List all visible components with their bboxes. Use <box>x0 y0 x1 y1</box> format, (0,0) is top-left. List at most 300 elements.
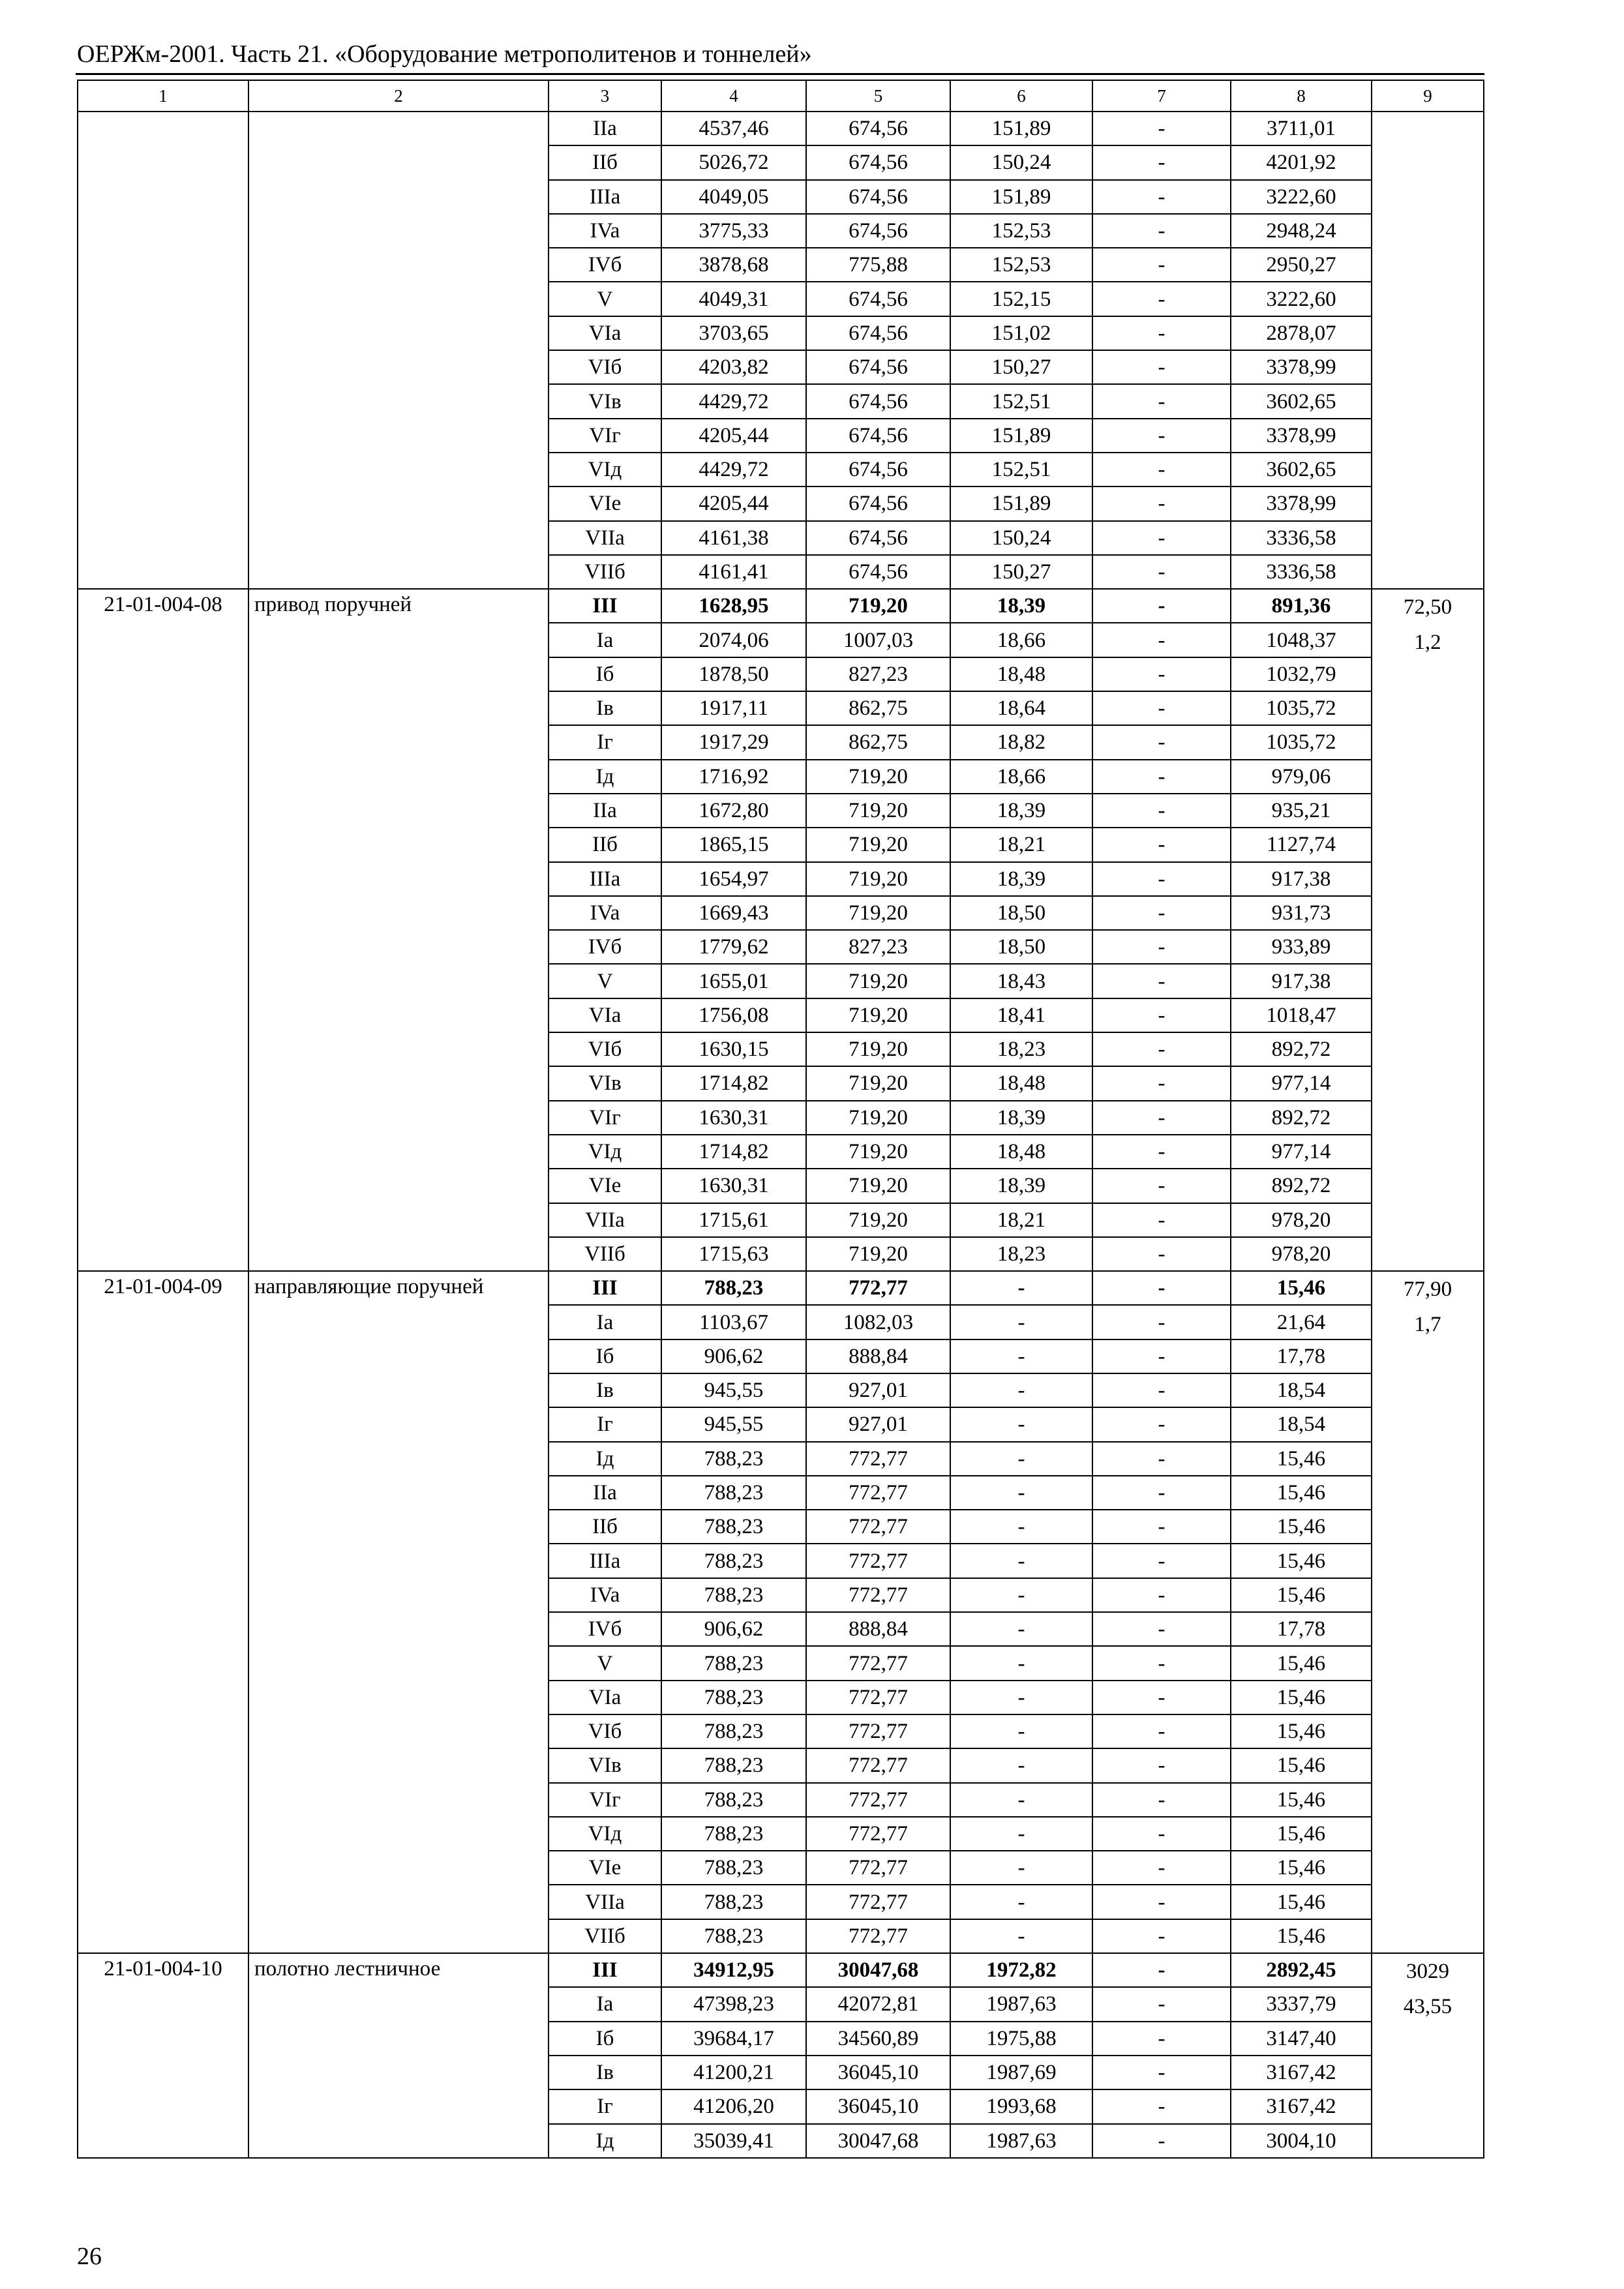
value-cell-col7: - <box>1092 1578 1231 1612</box>
value-cell-col7: - <box>1092 2056 1231 2089</box>
value-cell-col6: 18,66 <box>950 623 1092 657</box>
value-cell-col6: - <box>950 1373 1092 1407</box>
value-cell-col6: 18,39 <box>950 862 1092 896</box>
value-cell-col5: 772,77 <box>806 1851 950 1885</box>
zone-cell: Iв <box>549 691 661 725</box>
value-cell-col4: 906,62 <box>661 1339 806 1373</box>
value-cell-col4: 1655,01 <box>661 964 806 998</box>
value-cell-col8: 917,38 <box>1231 862 1372 896</box>
value-cell-col8: 892,72 <box>1231 1169 1372 1203</box>
value-cell-col8: 3167,42 <box>1231 2056 1372 2089</box>
value-cell-col6: 151,89 <box>950 419 1092 453</box>
table-row <box>78 589 1484 623</box>
column-number-header: 2 <box>248 80 549 112</box>
value-cell-col5: 772,77 <box>806 1885 950 1919</box>
value-cell-col5: 888,84 <box>806 1612 950 1646</box>
value-cell-col8: 978,20 <box>1231 1237 1372 1271</box>
value-cell-col8: 15,46 <box>1231 1544 1372 1578</box>
rate-name <box>248 112 549 589</box>
value-cell-col8: 3336,58 <box>1231 555 1372 589</box>
value-cell-col4: 1669,43 <box>661 896 806 930</box>
value-cell-col4: 35039,41 <box>661 2124 806 2158</box>
value-cell-col5: 36045,10 <box>806 2056 950 2089</box>
value-cell-col5: 719,20 <box>806 896 950 930</box>
zone-cell: IVa <box>549 896 661 930</box>
value-cell-col6: 150,27 <box>950 555 1092 589</box>
value-cell-col7: - <box>1092 691 1231 725</box>
value-cell-col4: 2074,06 <box>661 623 806 657</box>
table-row <box>78 112 1484 145</box>
value-cell-col7: - <box>1092 384 1231 418</box>
zone-cell: Ia <box>549 1305 661 1339</box>
value-cell-col6: 150,27 <box>950 350 1092 384</box>
value-cell-col8: 3222,60 <box>1231 180 1372 214</box>
header-rule <box>76 73 1484 75</box>
value-cell-col7: - <box>1092 1748 1231 1782</box>
value-cell-col8: 3378,99 <box>1231 486 1372 520</box>
value-cell-col5: 719,20 <box>806 1203 950 1237</box>
value-cell-col5: 674,56 <box>806 112 950 145</box>
zone-cell: VIIa <box>549 1203 661 1237</box>
value-cell-col6: 18,41 <box>950 998 1092 1032</box>
zone-cell: IVб <box>549 1612 661 1646</box>
value-cell-col7: - <box>1092 998 1231 1032</box>
value-cell-col4: 945,55 <box>661 1407 806 1441</box>
value-cell-col4: 788,23 <box>661 1578 806 1612</box>
zone-cell: V <box>549 282 661 316</box>
value-cell-col5: 719,20 <box>806 1032 950 1066</box>
value-cell-col7: - <box>1092 145 1231 179</box>
value-cell-col7: - <box>1092 282 1231 316</box>
value-cell-col5: 888,84 <box>806 1339 950 1373</box>
value-cell-col7: - <box>1092 1714 1231 1748</box>
value-cell-col8: 892,72 <box>1231 1032 1372 1066</box>
value-cell-col6: 1987,63 <box>950 2124 1092 2158</box>
rate-code: 21-01-004-10 <box>78 1953 248 2158</box>
value-cell-col6: 1987,63 <box>950 1987 1092 2021</box>
value-cell-col7: - <box>1092 453 1231 486</box>
value-cell-col8: 892,72 <box>1231 1101 1372 1135</box>
zone-cell: V <box>549 1646 661 1680</box>
value-cell-col8: 977,14 <box>1231 1135 1372 1169</box>
value-cell-col5: 674,56 <box>806 180 950 214</box>
zone-cell: IIa <box>549 794 661 828</box>
col9-value: 1,2 <box>1414 631 1441 655</box>
zone-cell: IVa <box>549 1578 661 1612</box>
zone-cell: VIe <box>549 1169 661 1203</box>
value-cell-col8: 3167,42 <box>1231 2089 1372 2123</box>
value-cell-col8: 15,46 <box>1231 1851 1372 1885</box>
zone-cell: Ia <box>549 623 661 657</box>
value-cell-col7: - <box>1092 1817 1231 1851</box>
zone-cell: IIIa <box>549 862 661 896</box>
value-cell-col6: 150,24 <box>950 145 1092 179</box>
value-cell-col6: - <box>950 1919 1092 1953</box>
value-cell-col5: 674,56 <box>806 145 950 179</box>
zone-cell: VIв <box>549 384 661 418</box>
value-cell-col7: - <box>1092 1169 1231 1203</box>
value-cell-col4: 1654,97 <box>661 862 806 896</box>
table-body <box>78 112 1484 2158</box>
value-cell-col5: 1007,03 <box>806 623 950 657</box>
zone-cell: IVб <box>549 930 661 964</box>
value-cell-col7: - <box>1092 1783 1231 1817</box>
rate-name: направляющие поручней <box>248 1271 549 1953</box>
zone-cell: Iд <box>549 760 661 794</box>
value-cell-col6: 18,50 <box>950 930 1092 964</box>
value-cell-col6: 18,64 <box>950 691 1092 725</box>
value-cell-col4: 788,23 <box>661 1271 806 1305</box>
value-cell-col4: 1714,82 <box>661 1135 806 1169</box>
zone-cell: Ia <box>549 1987 661 2021</box>
value-cell-col7: - <box>1092 1135 1231 1169</box>
value-cell-col4: 4049,05 <box>661 180 806 214</box>
value-cell-col8: 1127,74 <box>1231 828 1372 861</box>
value-cell-col7: - <box>1092 2124 1231 2158</box>
value-cell-col6: 152,53 <box>950 214 1092 248</box>
value-cell-col8: 15,46 <box>1231 1817 1372 1851</box>
value-cell-col6: - <box>950 1817 1092 1851</box>
zone-cell: III <box>549 1953 661 1987</box>
value-cell-col5: 719,20 <box>806 964 950 998</box>
value-cell-col5: 719,20 <box>806 862 950 896</box>
value-cell-col4: 788,23 <box>661 1783 806 1817</box>
value-cell-col6: 18,48 <box>950 657 1092 691</box>
value-cell-col6: - <box>950 1885 1092 1919</box>
value-cell-col7: - <box>1092 1476 1231 1510</box>
zone-cell: IIa <box>549 112 661 145</box>
value-cell-col5: 42072,81 <box>806 1987 950 2021</box>
value-cell-col4: 4161,38 <box>661 521 806 555</box>
value-cell-col7: - <box>1092 1237 1231 1271</box>
zone-cell: VIд <box>549 1135 661 1169</box>
table-header <box>78 80 1484 112</box>
zone-cell: VIг <box>549 1101 661 1135</box>
value-cell-col5: 772,77 <box>806 1476 950 1510</box>
value-cell-col7: - <box>1092 896 1231 930</box>
value-cell-col8: 978,20 <box>1231 1203 1372 1237</box>
value-cell-col6: - <box>950 1681 1092 1714</box>
value-cell-col4: 4049,31 <box>661 282 806 316</box>
zone-cell: VIд <box>549 453 661 486</box>
zone-cell: IIб <box>549 145 661 179</box>
value-cell-col7: - <box>1092 180 1231 214</box>
zone-cell: VIIб <box>549 1237 661 1271</box>
value-cell-col4: 1917,11 <box>661 691 806 725</box>
value-cell-col7: - <box>1092 1851 1231 1885</box>
value-cell-col4: 788,23 <box>661 1646 806 1680</box>
value-cell-col7: - <box>1092 1681 1231 1714</box>
value-cell-col8: 3004,10 <box>1231 2124 1372 2158</box>
value-cell-col7: - <box>1092 964 1231 998</box>
rate-name: привод поручней <box>248 589 549 1271</box>
value-cell-col6: - <box>950 1442 1092 1476</box>
value-cell-col8: 3378,99 <box>1231 350 1372 384</box>
value-cell-col6: 151,89 <box>950 112 1092 145</box>
value-cell-col8: 4201,92 <box>1231 145 1372 179</box>
value-cell-col8: 3602,65 <box>1231 384 1372 418</box>
value-cell-col7: - <box>1092 862 1231 896</box>
value-cell-col8: 2950,27 <box>1231 248 1372 282</box>
value-cell-col7: - <box>1092 2022 1231 2056</box>
value-cell-col8: 3337,79 <box>1231 1987 1372 2021</box>
value-cell-col5: 772,77 <box>806 1510 950 1544</box>
zone-cell: VIa <box>549 1681 661 1714</box>
value-cell-col6: 151,89 <box>950 180 1092 214</box>
value-cell-col6: 18,21 <box>950 828 1092 861</box>
col9-values <box>1372 1271 1484 1953</box>
value-cell-col5: 772,77 <box>806 1681 950 1714</box>
value-cell-col5: 674,56 <box>806 486 950 520</box>
value-cell-col5: 30047,68 <box>806 1953 950 1987</box>
column-number-header: 5 <box>806 80 950 112</box>
value-cell-col5: 674,56 <box>806 384 950 418</box>
value-cell-col7: - <box>1092 350 1231 384</box>
value-cell-col7: - <box>1092 2089 1231 2123</box>
value-cell-col7: - <box>1092 930 1231 964</box>
zone-cell: IVб <box>549 248 661 282</box>
zone-cell: Iб <box>549 1339 661 1373</box>
value-cell-col7: - <box>1092 1101 1231 1135</box>
value-cell-col7: - <box>1092 555 1231 589</box>
value-cell-col4: 39684,17 <box>661 2022 806 2056</box>
value-cell-col4: 1756,08 <box>661 998 806 1032</box>
value-cell-col5: 719,20 <box>806 760 950 794</box>
value-cell-col8: 1018,47 <box>1231 998 1372 1032</box>
zone-cell: VIa <box>549 998 661 1032</box>
value-cell-col8: 1048,37 <box>1231 623 1372 657</box>
value-cell-col7: - <box>1092 657 1231 691</box>
value-cell-col8: 1032,79 <box>1231 657 1372 691</box>
value-cell-col8: 15,46 <box>1231 1646 1372 1680</box>
value-cell-col6: 18,39 <box>950 1169 1092 1203</box>
value-cell-col4: 1878,50 <box>661 657 806 691</box>
value-cell-col7: - <box>1092 486 1231 520</box>
value-cell-col4: 4205,44 <box>661 419 806 453</box>
value-cell-col7: - <box>1092 112 1231 145</box>
value-cell-col5: 862,75 <box>806 725 950 759</box>
col9-value: 43,55 <box>1403 1995 1452 2019</box>
value-cell-col4: 788,23 <box>661 1748 806 1782</box>
value-cell-col7: - <box>1092 1919 1231 1953</box>
zone-cell: VIг <box>549 1783 661 1817</box>
value-cell-col5: 674,56 <box>806 214 950 248</box>
value-cell-col6: - <box>950 1271 1092 1305</box>
value-cell-col6: 18,43 <box>950 964 1092 998</box>
zone-cell: VIIб <box>549 555 661 589</box>
value-cell-col4: 4429,72 <box>661 384 806 418</box>
value-cell-col5: 772,77 <box>806 1783 950 1817</box>
value-cell-col7: - <box>1092 419 1231 453</box>
zone-cell: Iв <box>549 2056 661 2089</box>
value-cell-col4: 788,23 <box>661 1714 806 1748</box>
zone-cell: VIe <box>549 1851 661 1885</box>
value-cell-col5: 719,20 <box>806 1237 950 1271</box>
value-cell-col7: - <box>1092 1442 1231 1476</box>
value-cell-col4: 41206,20 <box>661 2089 806 2123</box>
value-cell-col7: - <box>1092 521 1231 555</box>
value-cell-col4: 3703,65 <box>661 316 806 350</box>
zone-cell: IIIa <box>549 180 661 214</box>
value-cell-col4: 41200,21 <box>661 2056 806 2089</box>
value-cell-col4: 1630,15 <box>661 1032 806 1066</box>
zone-cell: VIб <box>549 1032 661 1066</box>
value-cell-col8: 1035,72 <box>1231 725 1372 759</box>
value-cell-col7: - <box>1092 1203 1231 1237</box>
column-number-header: 7 <box>1092 80 1231 112</box>
value-cell-col6: - <box>950 1476 1092 1510</box>
value-cell-col6: - <box>950 1339 1092 1373</box>
value-cell-col5: 674,56 <box>806 555 950 589</box>
value-cell-col4: 788,23 <box>661 1681 806 1714</box>
value-cell-col6: - <box>950 1646 1092 1680</box>
zone-cell: VIб <box>549 1714 661 1748</box>
value-cell-col5: 674,56 <box>806 282 950 316</box>
rates-table <box>77 80 1484 2159</box>
value-cell-col8: 3602,65 <box>1231 453 1372 486</box>
value-cell-col5: 772,77 <box>806 1748 950 1782</box>
zone-cell: Iд <box>549 2124 661 2158</box>
zone-cell: VIIб <box>549 1919 661 1953</box>
value-cell-col8: 15,46 <box>1231 1714 1372 1748</box>
column-number-header: 6 <box>950 80 1092 112</box>
value-cell-col5: 772,77 <box>806 1271 950 1305</box>
value-cell-col6: - <box>950 1578 1092 1612</box>
zone-cell: VIIa <box>549 1885 661 1919</box>
value-cell-col8: 3147,40 <box>1231 2022 1372 2056</box>
value-cell-col5: 772,77 <box>806 1714 950 1748</box>
value-cell-col7: - <box>1092 589 1231 623</box>
value-cell-col8: 15,46 <box>1231 1442 1372 1476</box>
column-number-header: 4 <box>661 80 806 112</box>
col9-value: 1,7 <box>1414 1313 1441 1337</box>
value-cell-col6: 18,39 <box>950 589 1092 623</box>
column-number-header: 9 <box>1372 80 1484 112</box>
value-cell-col8: 3711,01 <box>1231 112 1372 145</box>
value-cell-col8: 15,46 <box>1231 1578 1372 1612</box>
value-cell-col8: 2892,45 <box>1231 1953 1372 1987</box>
zone-cell: VIв <box>549 1748 661 1782</box>
value-cell-col8: 935,21 <box>1231 794 1372 828</box>
value-cell-col5: 719,20 <box>806 1101 950 1135</box>
value-cell-col8: 979,06 <box>1231 760 1372 794</box>
value-cell-col5: 674,56 <box>806 453 950 486</box>
zone-cell: IIIa <box>549 1544 661 1578</box>
value-cell-col7: - <box>1092 794 1231 828</box>
value-cell-col7: - <box>1092 1612 1231 1646</box>
value-cell-col6: 1993,68 <box>950 2089 1092 2123</box>
zone-cell: Iг <box>549 1407 661 1441</box>
value-cell-col8: 18,54 <box>1231 1407 1372 1441</box>
value-cell-col4: 1716,92 <box>661 760 806 794</box>
value-cell-col5: 719,20 <box>806 998 950 1032</box>
value-cell-col5: 719,20 <box>806 794 950 828</box>
value-cell-col4: 788,23 <box>661 1544 806 1578</box>
value-cell-col4: 1103,67 <box>661 1305 806 1339</box>
value-cell-col8: 21,64 <box>1231 1305 1372 1339</box>
value-cell-col6: 152,51 <box>950 384 1092 418</box>
col9-value: 72,50 <box>1403 595 1452 620</box>
value-cell-col4: 788,23 <box>661 1476 806 1510</box>
value-cell-col5: 1082,03 <box>806 1305 950 1339</box>
value-cell-col7: - <box>1092 1646 1231 1680</box>
value-cell-col7: - <box>1092 1339 1231 1373</box>
value-cell-col5: 719,20 <box>806 1066 950 1100</box>
value-cell-col4: 1628,95 <box>661 589 806 623</box>
zone-cell: VIIa <box>549 521 661 555</box>
value-cell-col4: 3775,33 <box>661 214 806 248</box>
value-cell-col4: 945,55 <box>661 1373 806 1407</box>
zone-cell: III <box>549 589 661 623</box>
value-cell-col6: 151,89 <box>950 486 1092 520</box>
col9-values <box>1372 112 1484 589</box>
value-cell-col4: 1865,15 <box>661 828 806 861</box>
zone-cell: IIб <box>549 828 661 861</box>
col9-values <box>1372 589 1484 1271</box>
table-row <box>78 1953 1484 1987</box>
value-cell-col8: 17,78 <box>1231 1339 1372 1373</box>
value-cell-col6: - <box>950 1714 1092 1748</box>
value-cell-col4: 788,23 <box>661 1919 806 1953</box>
value-cell-col5: 772,77 <box>806 1919 950 1953</box>
value-cell-col8: 15,46 <box>1231 1885 1372 1919</box>
value-cell-col5: 772,77 <box>806 1646 950 1680</box>
value-cell-col5: 719,20 <box>806 589 950 623</box>
zone-cell: Iг <box>549 725 661 759</box>
value-cell-col4: 4429,72 <box>661 453 806 486</box>
value-cell-col5: 30047,68 <box>806 2124 950 2158</box>
value-cell-col5: 34560,89 <box>806 2022 950 2056</box>
column-number-header: 1 <box>78 80 248 112</box>
zone-cell: VIa <box>549 316 661 350</box>
page-number: 26 <box>77 2243 102 2270</box>
value-cell-col8: 15,46 <box>1231 1476 1372 1510</box>
value-cell-col7: - <box>1092 1066 1231 1100</box>
value-cell-col8: 3222,60 <box>1231 282 1372 316</box>
value-cell-col6: 151,02 <box>950 316 1092 350</box>
zone-cell: Iб <box>549 2022 661 2056</box>
value-cell-col4: 906,62 <box>661 1612 806 1646</box>
column-number-header: 3 <box>549 80 661 112</box>
value-cell-col6: 18,50 <box>950 896 1092 930</box>
zone-cell: VIб <box>549 350 661 384</box>
col9-value: 3029 <box>1406 1960 1449 1984</box>
value-cell-col8: 1035,72 <box>1231 691 1372 725</box>
value-cell-col8: 15,46 <box>1231 1919 1372 1953</box>
value-cell-col4: 1672,80 <box>661 794 806 828</box>
zone-cell: VIд <box>549 1817 661 1851</box>
value-cell-col5: 719,20 <box>806 1169 950 1203</box>
zone-cell: V <box>549 964 661 998</box>
rate-name: полотно лестничное <box>248 1953 549 2158</box>
value-cell-col6: 152,15 <box>950 282 1092 316</box>
value-cell-col5: 772,77 <box>806 1578 950 1612</box>
value-cell-col5: 719,20 <box>806 1135 950 1169</box>
value-cell-col7: - <box>1092 1407 1231 1441</box>
zone-cell: III <box>549 1271 661 1305</box>
value-cell-col6: 150,24 <box>950 521 1092 555</box>
rate-code: 21-01-004-08 <box>78 589 248 1271</box>
zone-cell: Iг <box>549 2089 661 2123</box>
value-cell-col4: 788,23 <box>661 1442 806 1476</box>
value-cell-col6: - <box>950 1783 1092 1817</box>
value-cell-col5: 862,75 <box>806 691 950 725</box>
value-cell-col6: 1975,88 <box>950 2022 1092 2056</box>
value-cell-col7: - <box>1092 214 1231 248</box>
value-cell-col6: - <box>950 1748 1092 1782</box>
value-cell-col6: 152,51 <box>950 453 1092 486</box>
value-cell-col8: 15,46 <box>1231 1783 1372 1817</box>
